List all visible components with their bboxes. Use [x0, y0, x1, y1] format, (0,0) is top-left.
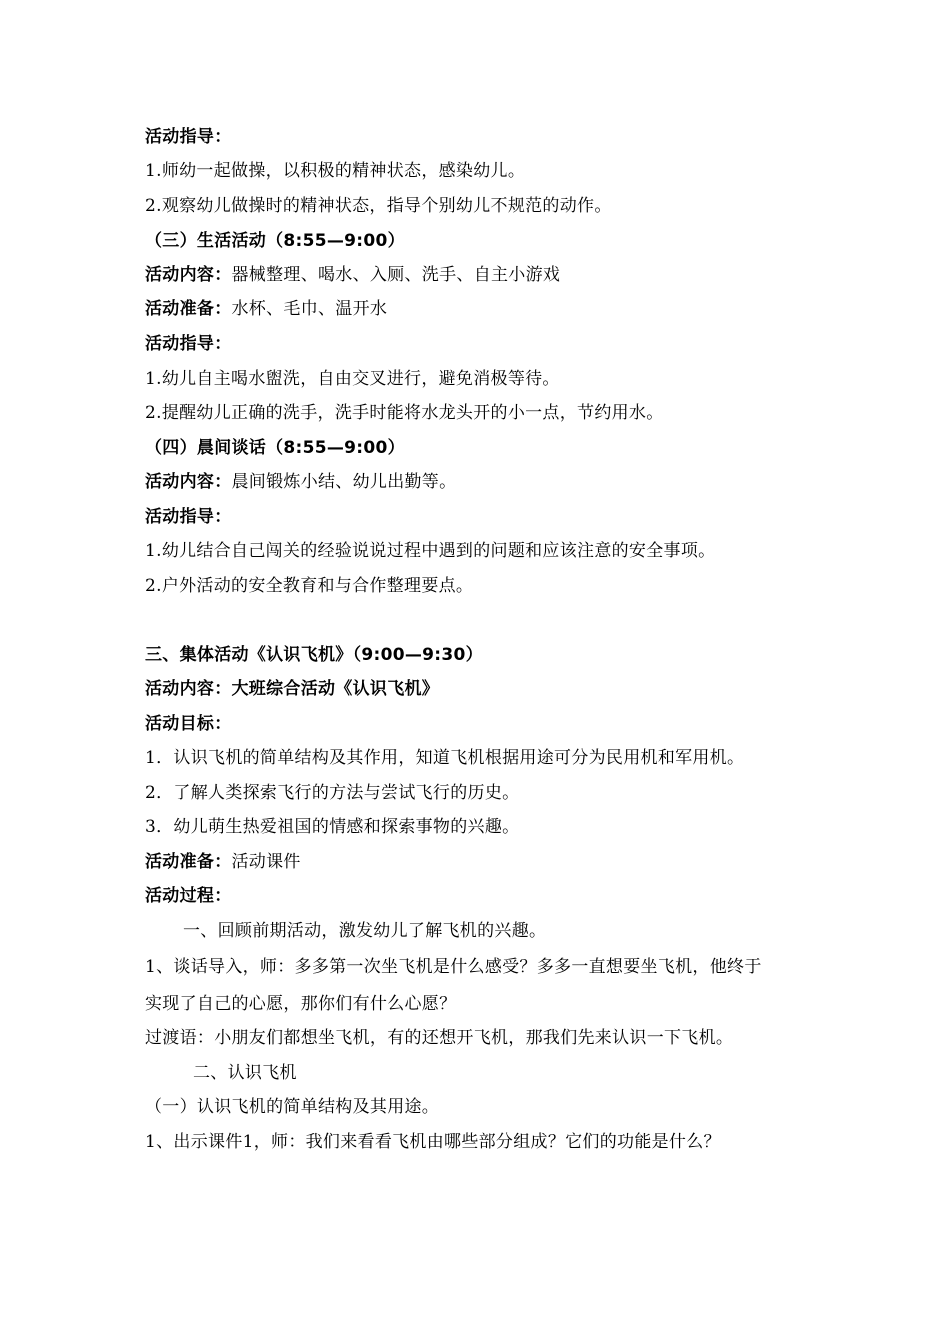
- section-heading-life-activity: （三）生活活动（8:55—9:00）: [145, 231, 405, 251]
- paragraph-line: 1、谈话导入，师：多多第一次坐飞机是什么感受？多多一直想要坐飞机，他终于: [145, 957, 762, 977]
- heading-activity-guidance: 活动指导：: [145, 334, 232, 354]
- paragraph-line: 1.幼儿结合自己闯关的经验说说过程中遇到的问题和应该注意的安全事项。: [145, 541, 716, 561]
- heading-activity-guidance: 活动指导：: [145, 127, 232, 147]
- activity-preparation-line: 活动准备：水杯、毛巾、温开水: [145, 299, 388, 319]
- section-heading-morning-talk: （四）晨间谈话（8:55—9:00）: [145, 438, 405, 458]
- paragraph-line: （一）认识飞机的简单结构及其用途。: [145, 1097, 440, 1117]
- paragraph-line: 过渡语：小朋友们都想坐飞机，有的还想开飞机，那我们先来认识一下飞机。: [145, 1028, 734, 1048]
- process-step-heading: 一、回顾前期活动，激发幼儿了解飞机的兴趣。: [183, 921, 547, 941]
- goal-item: 3．幼儿萌生热爱祖国的情感和探索事物的兴趣。: [145, 817, 520, 837]
- paragraph-line: 2.提醒幼儿正确的洗手，洗手时能将水龙头开的小一点，节约用水。: [145, 403, 664, 423]
- activity-content-line: 活动内容：晨间锻炼小结、幼儿出勤等。: [145, 472, 457, 492]
- activity-content-line: 活动内容：大班综合活动《认识飞机》: [145, 679, 440, 699]
- heading-activity-goals: 活动目标：: [145, 714, 232, 734]
- heading-activity-process: 活动过程：: [145, 886, 232, 906]
- heading-activity-guidance: 活动指导：: [145, 507, 232, 527]
- paragraph-line: 2.户外活动的安全教育和与合作整理要点。: [145, 576, 474, 596]
- goal-item: 2．了解人类探索飞行的方法与尝试飞行的历史。: [145, 783, 520, 803]
- paragraph-line: 1.师幼一起做操，以积极的精神状态，感染幼儿。: [145, 161, 526, 181]
- paragraph-line: 1、出示课件1，师：我们来看看飞机由哪些部分组成？它们的功能是什么？: [145, 1132, 721, 1152]
- process-step-heading: 二、认识飞机: [193, 1063, 297, 1083]
- paragraph-line: 实现了自己的心愿，那你们有什么心愿？: [145, 994, 457, 1014]
- activity-preparation-line: 活动准备：活动课件: [145, 852, 301, 872]
- activity-content-line: 活动内容：器械整理、喝水、入厕、洗手、自主小游戏: [145, 265, 561, 285]
- goal-item: 1．认识飞机的简单结构及其作用，知道飞机根据用途可分为民用机和军用机。: [145, 748, 745, 768]
- paragraph-line: 2.观察幼儿做操时的精神状态，指导个别幼儿不规范的动作。: [145, 196, 612, 216]
- section-heading-group-activity: 三、集体活动《认识飞机》（9:00—9:30）: [145, 645, 483, 665]
- paragraph-line: 1.幼儿自主喝水盥洗，自由交叉进行，避免消极等待。: [145, 369, 560, 389]
